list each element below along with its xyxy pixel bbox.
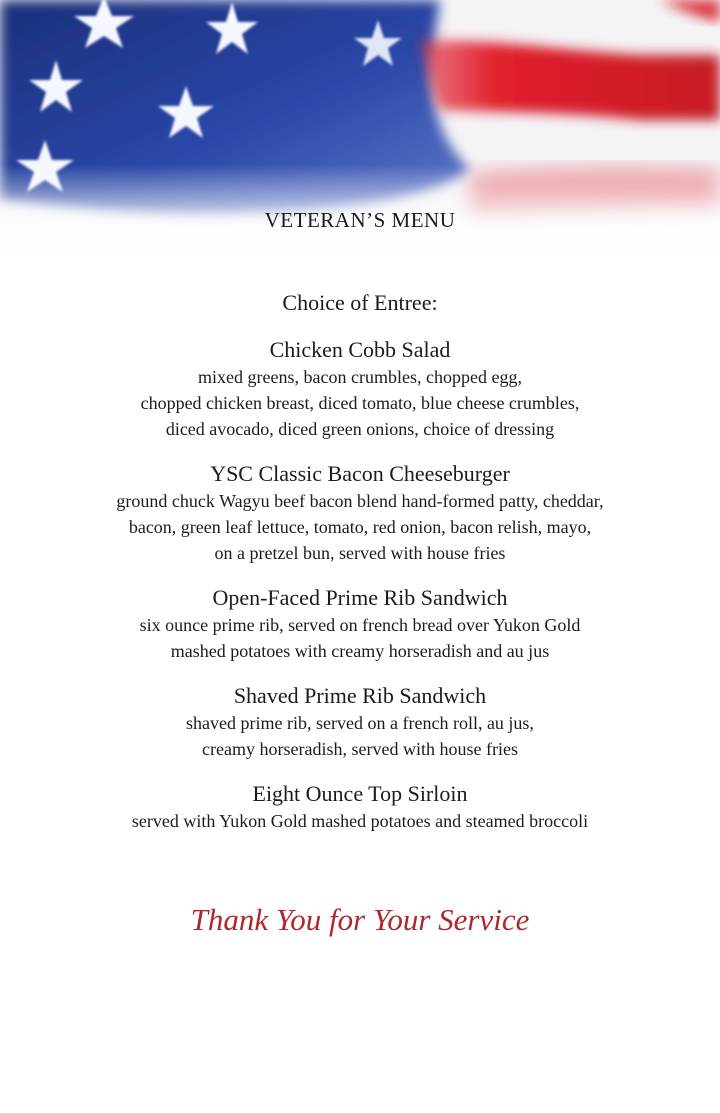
menu-item-name: YSC Classic Bacon Cheeseburger <box>210 461 510 486</box>
menu-item-description: ground chuck Wagyu beef bacon blend hand-formed patty, cheddar, bacon, green leaf lettuce, tomato, red onion, bacon relish, mayo, on a pretzel bun, served with house fries <box>116 491 604 563</box>
thank-you-message: Thank You for Your Service <box>190 902 530 937</box>
menu-item <box>0 336 720 442</box>
menu-item-description: six ounce prime rib, served on french bread over Yukon Gold mashed potatoes with creamy horseradish and au jus <box>139 615 581 661</box>
choice-heading: Choice of Entree: <box>282 290 438 315</box>
menu-item-description: shaved prime rib, served on a french roll, au jus, creamy horseradish, served with house fries <box>186 713 534 759</box>
menu-content <box>0 288 720 834</box>
menu-item <box>0 584 720 664</box>
menu-item-description: mixed greens, bacon crumbles, chopped egg, chopped chicken breast, diced tomato, blue cheese crumbles, diced avocado, diced green onions, choice of dressing <box>140 367 580 439</box>
menu-item-name: Chicken Cobb Salad <box>269 337 451 362</box>
menu-item-name: Open-Faced Prime Rib Sandwich <box>212 585 508 610</box>
menu-item-description: served with Yukon Gold mashed potatoes and steamed broccoli <box>131 811 589 831</box>
menu-item <box>0 682 720 762</box>
menu-item-name: Shaved Prime Rib Sandwich <box>233 683 487 708</box>
menu-title: VETERAN’S MENU <box>264 208 456 232</box>
menu-item <box>0 460 720 566</box>
menu-item-name: Eight Ounce Top Sirloin <box>252 781 468 806</box>
menu-item <box>0 780 720 834</box>
